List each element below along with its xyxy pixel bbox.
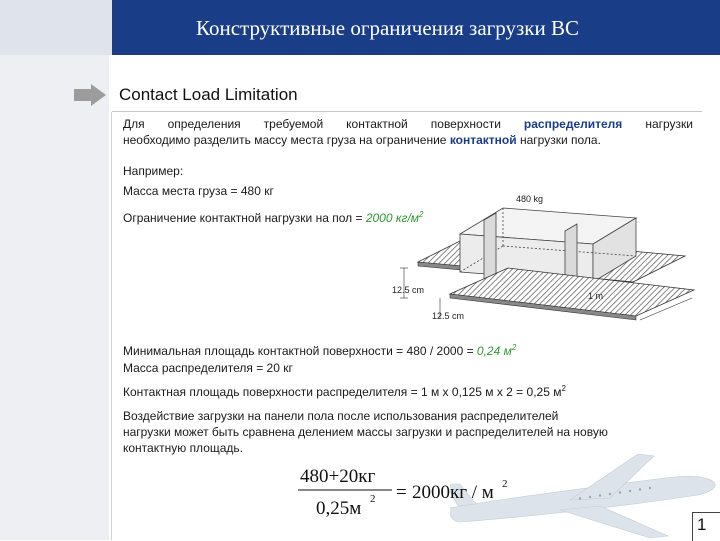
dim-width-label-1: 12.5 cm xyxy=(392,285,425,295)
conclusion-line-3: контактную площадь. xyxy=(123,441,244,455)
load-limit-line: Ограничение контактной нагрузки на пол = 2000 $кг/м^2$ xyxy=(123,210,424,225)
formula-equals: = xyxy=(396,482,407,503)
arrow-right-icon xyxy=(74,84,106,106)
intro-line-1: Для определения требуемой контактной поверхности распределителя нагрузки xyxy=(123,117,693,131)
left-sidebar-strip xyxy=(0,55,109,540)
slide-title: Конструктивные ограничения загрузки ВС xyxy=(196,16,579,40)
formula-denominator-exp: 2 xyxy=(370,493,376,505)
min-area-line: Минимальная площадь контактной поверхности = 480 / 2000 = 0,24 $м^2$ xyxy=(123,343,517,358)
conclusion-line-1: Воздействие загрузки на панели пола после использования распределителей xyxy=(123,409,559,423)
cargo-mass-line: Масса места груза = 480 кг xyxy=(123,184,274,198)
weight-label: 480 kg xyxy=(516,194,544,204)
example-label: Например: xyxy=(123,164,184,178)
load-formula xyxy=(292,458,522,522)
section-heading: Contact Load Limitation xyxy=(119,85,298,104)
formula-denominator: 0,25м xyxy=(316,498,362,519)
page-number: 1 xyxy=(697,515,707,534)
content-left-border xyxy=(111,112,112,540)
formula-numerator: 480+20кг xyxy=(300,466,376,487)
formula-result-exp: 2 xyxy=(502,478,508,490)
dim-length-label: 1 m xyxy=(588,291,604,301)
spreader-mass-line: Масса распределителя = 20 кг xyxy=(123,361,293,375)
cargo-spreader-diagram xyxy=(380,186,700,328)
heading-divider xyxy=(112,111,702,112)
dim-width-label-2: 12.5 cm xyxy=(432,311,465,321)
intro-line-2: необходимо разделить массу места груза на ограничение контактной нагрузки пола. xyxy=(123,133,601,147)
conclusion-line-2: нагрузки может быть сравнена делением массы загрузки и распределителей на новую xyxy=(123,425,608,439)
header-left-panel xyxy=(0,0,112,55)
formula-result: 2000кг / м xyxy=(412,482,494,503)
contact-area-line: Контактная площадь поверхности распределителя = 1 м х 0,125 м х 2 = 0,25 $м^2$ xyxy=(123,384,566,399)
